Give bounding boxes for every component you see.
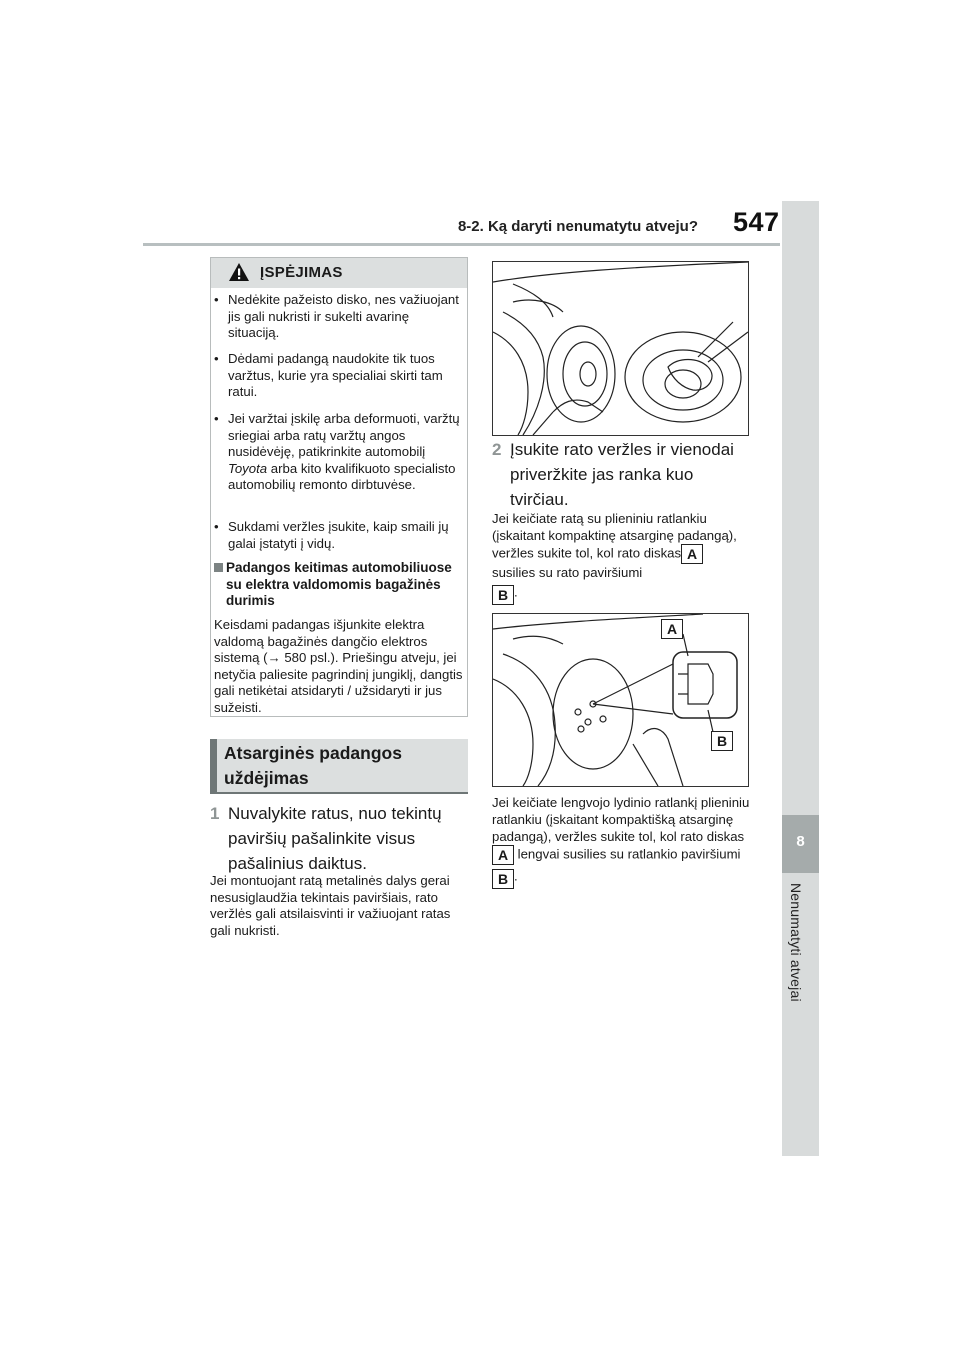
wheel-nut-drawing (493, 614, 748, 786)
page-number: 547 (733, 207, 780, 237)
warning-subhead: Padangos keitimas automobiliuose su elektra valdomomis bagažinės durimis (226, 560, 452, 608)
warning-paragraph (214, 617, 464, 716)
illustration-cleaning-wheel (492, 261, 749, 436)
step-2-note-a (492, 510, 750, 605)
warning-bullet: • Dėdami padangą naudokite tik tuos varžtus, kurie yra specialiai skirti tam ratui. (214, 351, 443, 399)
note-text: lengvai susilies su ratlankio paviršiumi (517, 846, 741, 862)
period: . (514, 584, 518, 600)
step-number: 1 (210, 804, 220, 823)
step-number: 2 (492, 440, 502, 459)
note-text: Jei keičiate ratą su plieniniu ratlankiu (įskaitant kompaktinę atsarginę padangą), veržles sukite tol, kol rato diskas (492, 511, 737, 561)
warning-bullet-text: Nedėkite pažeisto disko, nes važiuojant jis gali nukristi ir sukelti avarinę situaciją. (228, 292, 459, 340)
label-b-tag: B (492, 869, 514, 889)
section-title: 8-2. Ką daryti nenumatytu atveju? (457, 218, 698, 235)
warning-triangle-icon (228, 262, 250, 282)
section-heading-bar (210, 739, 217, 792)
note-text: susilies su rato paviršiumi (492, 565, 643, 580)
step-1-note: Jei montuojant ratą metalinės dalys gerai nesusiglaudžia tekintais paviršiais, rato veržlės gali atsilaisvinti ir važiuojant ratas gali nukristi. (210, 873, 451, 938)
arrow-icon: → (267, 650, 281, 665)
para-text: 580 psl.). Priešingu atveju, jei netyčia paliesite pagrindinį jungiklį, dangtis gali netikėtai atsidaryti / užsidaryti ir jus sužeisti. (214, 650, 463, 715)
warning-bullet-text: arba kito kvalifikuoto specialisto automobilių remonto dirbtuvėse. (228, 460, 456, 492)
chapter-number: 8 (796, 833, 805, 850)
step-text: Įsukite rato veržles ir vienodai priveržkite jas ranka kuo tvirčiau. (510, 440, 734, 509)
wheel-cleaning-drawing (493, 262, 748, 435)
illustration-tightening-nuts (492, 613, 749, 787)
callout-a-label: A (661, 619, 683, 639)
label-a-tag: A (681, 544, 703, 564)
step-text: Nuvalykite ratus, nuo tekintų paviršių pašalinkite visus pašalinius daiktus. (228, 804, 442, 873)
chapter-side-tab (782, 201, 819, 1156)
warning-bullet: • Jei varžtai įskilę arba deformuoti, varžtų sriegiai arba ratų varžtų angos nusidėvėję, patikrinkite automobilį Toyota arba kito kvalifikuoto specialisto automobilių remonto dirbtuvėse. (214, 411, 460, 492)
period: . (514, 868, 518, 884)
section-heading: Atsarginės padangos uždėjimas (224, 743, 402, 788)
subhead-square-marker (214, 563, 223, 572)
warning-bullet: • Sukdami veržles įsukite, kaip smaili jų galai įstatyti į vidų. (214, 519, 449, 551)
chapter-title: Nenumatyti atvejai (788, 883, 804, 1002)
header-rule (143, 243, 780, 246)
warning-bullet-text: Sukdami veržles įsukite, kaip smaili jų galai įstatyti į vidų. (228, 519, 449, 551)
section-underline (210, 792, 468, 794)
step-1 (210, 801, 468, 876)
step-2-note-b (492, 794, 750, 889)
warning-bullet-text: Dėdami padangą naudokite tik tuos varžtus, kurie yra specialiai skirti tam ratui. (228, 351, 443, 399)
label-b-tag: B (492, 585, 514, 605)
warning-title: ĮSPĖJIMAS (260, 264, 343, 281)
brand-name: Toyota (228, 460, 268, 476)
warning-bullet-text: Jei varžtai įskilę arba deformuoti, varžtų sriegiai arba ratų varžtų angos nusidėvėję, patikrinkite automobilį (228, 411, 460, 459)
warning-bullet: • Nedėkite pažeisto disko, nes važiuojant jis gali nukristi ir sukelti avarinę situaciją. (214, 292, 459, 340)
note-text: Jei keičiate lengvojo lydinio ratlankį plieniniu ratlankiu (įskaitant kompaktišką atsarginę padangą), veržles sukite tol, kol rato diskas (492, 795, 750, 844)
callout-b-label: B (711, 731, 733, 751)
step-2 (492, 437, 754, 512)
label-a-tag: A (492, 845, 514, 865)
para-text: Keisdami padangas išjunkite elektra valdomą bagažinės dangčio elektros sistemą ( (214, 617, 428, 665)
